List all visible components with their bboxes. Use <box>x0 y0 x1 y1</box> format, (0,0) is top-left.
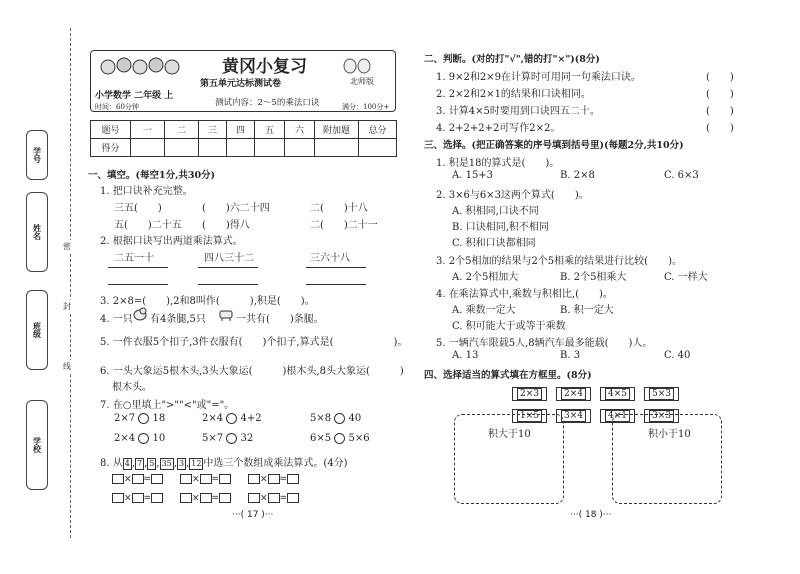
compare-circle[interactable] <box>138 413 149 424</box>
q1-item: 二( )十八 <box>310 203 368 214</box>
answer-line[interactable] <box>108 284 168 285</box>
section-1-heading: 一、填空。(每空1分,共30分) <box>88 170 216 181</box>
full-score-label: 满分：100分+ <box>342 103 390 111</box>
score-input-cell[interactable] <box>131 139 165 157</box>
compare-item: 5×7 32 <box>202 433 254 444</box>
number-card: 3 <box>178 459 185 468</box>
compare-circle[interactable] <box>226 433 237 444</box>
answer-line[interactable] <box>198 284 258 285</box>
q2-item: 四八三十二 <box>204 253 254 264</box>
choice-question-4: 4. 在乘法算式中,乘数与积相比,( )。 <box>436 289 613 300</box>
score-input-cell[interactable] <box>315 139 359 157</box>
page-number: ···( 18 )··· <box>570 510 612 520</box>
answer-box[interactable] <box>112 474 124 484</box>
answer-box[interactable] <box>219 474 231 484</box>
compare-circle[interactable] <box>138 433 149 444</box>
answer-line[interactable] <box>108 267 168 268</box>
answer-box[interactable] <box>200 493 212 503</box>
score-input-cell[interactable] <box>285 139 315 157</box>
balloon-icon <box>340 58 380 81</box>
drop-box-label: 积大于10 <box>488 429 531 440</box>
score-input-cell[interactable] <box>199 139 227 157</box>
q1-item: ( )得八 <box>202 220 250 231</box>
answer-box[interactable] <box>248 474 260 484</box>
choice-option[interactable]: C. 6×3 <box>664 170 699 181</box>
score-cell: 五 <box>255 121 285 139</box>
equation-template: × = <box>180 493 231 504</box>
edition-label: 北师版 <box>350 77 374 86</box>
question-6-line-1: 6. 一头大象运5根木头,3头大象运( )根木头,8头大象运( ) <box>100 366 404 377</box>
bird-icon <box>132 306 148 325</box>
answer-box[interactable] <box>268 493 280 503</box>
page-number: ···( 17 )··· <box>232 510 274 520</box>
answer-box[interactable] <box>268 474 280 484</box>
cut-word-2: 封 <box>63 302 71 311</box>
equation-template: × = <box>248 474 299 485</box>
answer-box[interactable] <box>132 474 144 484</box>
score-cell: 题号 <box>91 121 131 139</box>
unit-title: 第五单元达标测试卷 <box>200 79 282 89</box>
score-cell: 得分 <box>91 139 131 157</box>
expression-card[interactable]: 4×1 <box>600 409 635 423</box>
answer-line[interactable] <box>198 267 258 268</box>
score-table-header-row <box>91 121 397 139</box>
choice-option[interactable]: A. 积相同,口诀不同 <box>452 206 539 217</box>
score-input-cell[interactable] <box>165 139 199 157</box>
expression-card[interactable]: 2×3 <box>512 387 547 401</box>
section-4-heading: 四、选择适当的算式填在方框里。(8分) <box>424 370 592 381</box>
compare-item: 2×7 18 <box>114 413 166 424</box>
compare-item: 6×5 5×6 <box>310 433 370 444</box>
answer-line[interactable] <box>306 284 366 285</box>
equation-template: × = <box>180 474 231 485</box>
score-cell: 一 <box>131 121 165 139</box>
number-card: 7 <box>137 459 143 468</box>
answer-box[interactable] <box>151 493 163 503</box>
equation-template: × = <box>112 493 163 504</box>
number-card: 35 <box>161 459 172 468</box>
judge-answer-paren[interactable]: ( ) <box>706 89 734 100</box>
answer-box[interactable] <box>180 493 192 503</box>
brand-title: 黄冈小复习 <box>222 57 307 77</box>
children-illustration <box>98 55 188 85</box>
answer-box[interactable] <box>132 493 144 503</box>
answer-box[interactable] <box>151 474 163 484</box>
choice-option[interactable]: C. 一样大 <box>664 272 708 283</box>
choice-option[interactable]: A. 2个5相加大 <box>452 272 519 283</box>
expression-card[interactable]: 1×5 <box>512 409 547 423</box>
cow-icon <box>218 306 234 325</box>
q2-item: 二五一十 <box>114 253 154 264</box>
compare-circle[interactable] <box>334 413 345 424</box>
answer-box[interactable] <box>287 474 299 484</box>
choice-question-1: 1. 积是18的算式是( )。 <box>436 158 560 169</box>
choice-option[interactable]: A. 乘数一定大 <box>452 305 516 316</box>
score-cell: 六 <box>285 121 315 139</box>
question-2: 2. 根据口诀写出两道乘法算式。 <box>100 236 243 247</box>
choice-option[interactable]: C. 积和口诀都相同 <box>452 238 536 249</box>
expression-card[interactable]: 2×4 <box>556 387 591 401</box>
equation-template: × = <box>248 493 299 504</box>
expression-card[interactable]: 3×4 <box>556 409 591 423</box>
question-3: 3. 2×8=( ),2和8叫作( ),积是( )。 <box>100 296 315 307</box>
cut-word-3: 线 <box>63 362 71 371</box>
choice-option[interactable]: C. 40 <box>664 350 691 361</box>
answer-box[interactable] <box>200 474 212 484</box>
choice-option[interactable]: A. 15+3 <box>452 170 494 181</box>
q2-item: 三六十八 <box>310 253 350 264</box>
content-label: 测试内容：2～5的乘法口诀 <box>215 98 320 108</box>
compare-item: 2×4 10 <box>114 433 166 444</box>
score-input-cell[interactable] <box>255 139 285 157</box>
choice-option[interactable]: A. 13 <box>452 350 479 361</box>
answer-box[interactable] <box>112 493 124 503</box>
question-8: 8. 从 4 , 7 , 5 , 35 , 3 , 12 中选三个数组成乘法算式。(4分) <box>100 458 348 469</box>
choice-question-2: 2. 3×6与6×3这两个算式( )。 <box>436 190 589 201</box>
margin-tab-name: 姓名 <box>26 192 48 272</box>
choice-option[interactable]: B. 积一定大 <box>560 305 614 316</box>
choice-option[interactable]: B. 口诀相同,积不相同 <box>452 222 549 233</box>
score-input-cell[interactable] <box>227 139 255 157</box>
q1-item: ( )六二十四 <box>202 203 270 214</box>
number-card: 4 <box>124 459 130 468</box>
choice-option[interactable]: B. 2个5相乘大 <box>560 272 627 283</box>
margin-tab-class: 班级 <box>26 290 48 370</box>
judge-item: 2. 2×2和2×1的结果和口诀相同。 <box>436 89 591 100</box>
subject-label: 小学数学 二年级 上 <box>95 91 174 101</box>
question-4-part-b: 有4条腿,5只 <box>150 314 206 325</box>
compare-item: 2×4 4+2 <box>202 413 262 424</box>
score-table <box>90 120 397 157</box>
choice-option[interactable]: B. 3 <box>560 350 581 361</box>
choice-question-5: 5. 一辆汽车限载5人,8辆汽车最多能载( )人。 <box>436 338 653 349</box>
q1-item: 三五( ) <box>114 203 162 214</box>
question-1: 1. 把口诀补充完整。 <box>100 186 193 197</box>
answer-line[interactable] <box>306 267 366 268</box>
margin-tab-school: 学校 <box>26 400 48 490</box>
q1-item: 五( )二十五 <box>114 220 182 231</box>
cut-line <box>70 28 71 538</box>
margin-tab-student-id: 学号 <box>26 130 48 180</box>
number-card: 12 <box>191 459 202 468</box>
choice-option[interactable]: B. 2×8 <box>560 170 595 181</box>
score-cell: 二 <box>165 121 199 139</box>
section-2-heading: 二、判断。(对的打"√",错的打"×")(8分) <box>424 54 600 65</box>
time-label: 时间：60分钟 <box>95 103 139 111</box>
question-4-part-a: 4. 一只 <box>100 314 133 325</box>
answer-box[interactable] <box>180 474 192 484</box>
score-input-cell[interactable] <box>359 139 397 157</box>
q1-item: 二( )二十一 <box>310 220 378 231</box>
score-cell: 三 <box>199 121 227 139</box>
judge-item: 3. 计算4×5时要用到口诀四五二十。 <box>436 106 600 117</box>
judge-answer-paren[interactable]: ( ) <box>706 123 734 134</box>
expression-card[interactable]: 5×3 <box>644 387 679 401</box>
judge-answer-paren[interactable]: ( ) <box>706 106 734 117</box>
expression-card[interactable]: 3×3 <box>644 409 679 423</box>
judge-answer-paren[interactable]: ( ) <box>706 72 734 83</box>
judge-item: 1. 9×2和2×9在计算时可用同一句乘法口诀。 <box>436 72 641 83</box>
number-card: 5 <box>149 459 155 468</box>
answer-box[interactable] <box>248 493 260 503</box>
score-cell: 四 <box>227 121 255 139</box>
cut-word-1: 密 <box>63 242 71 251</box>
score-cell: 总分 <box>359 121 397 139</box>
answer-box[interactable] <box>287 493 299 503</box>
judge-item: 4. 2+2+2+2可写作2×2。 <box>436 123 561 134</box>
question-4-part-c: 一共有( )条腿。 <box>236 314 324 325</box>
choice-question-3: 3. 2个5相加的结果与2个5相乘的结果进行比较( )。 <box>436 256 682 267</box>
choice-option[interactable]: C. 积可能大于或等于乘数 <box>452 321 566 332</box>
expression-card[interactable]: 4×5 <box>600 387 635 401</box>
drop-box-label: 积小于10 <box>648 429 691 440</box>
question-6-line-2: 根木头。 <box>112 382 152 393</box>
section-3-heading: 三、选择。(把正确答案的序号填到括号里)(每题2分,共10分) <box>424 140 684 151</box>
question-7: 7. 在○里填上">""<"或"="。 <box>100 400 235 411</box>
compare-circle[interactable] <box>334 433 345 444</box>
question-5: 5. 一件衣服5个扣子,3件衣服有( )个扣子,算式是( )。 <box>100 337 408 348</box>
compare-item: 5×8 40 <box>310 413 362 424</box>
compare-circle[interactable] <box>226 413 237 424</box>
equation-template: × = <box>112 474 163 485</box>
answer-box[interactable] <box>219 493 231 503</box>
score-cell: 附加题 <box>315 121 359 139</box>
score-table-score-row <box>91 139 397 157</box>
